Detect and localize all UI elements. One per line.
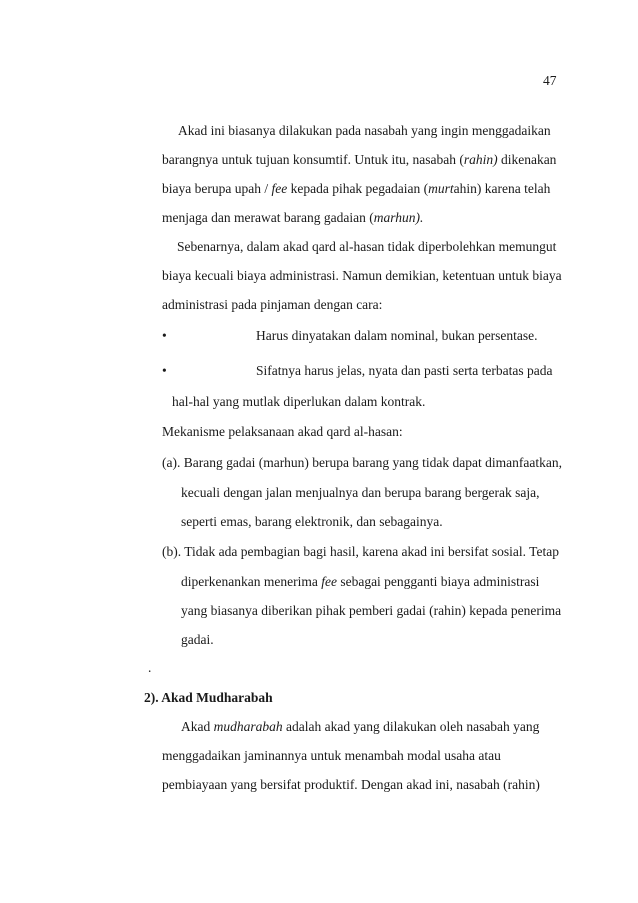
item-b-line4: gadai. [181, 632, 214, 647]
bullet-continuation: hal-hal yang mutlak diperlukan dalam kontrak. [172, 394, 426, 409]
para3-line3: pembiayaan yang bersifat produktif. Dengan akad ini, nasabah (rahin) [162, 777, 540, 792]
para1-line2-text-b: dikenakan [497, 152, 557, 167]
item-a-line2: kecuali dengan jalan menjualnya dan berupa barang bergerak saja, [181, 485, 540, 500]
para1-line2-text-a: barangnya untuk tujuan konsumtif. Untuk itu, nasabah ( [162, 152, 464, 167]
para3-line1-mudharabah: mudharabah [213, 719, 283, 734]
para1-line3-text-b: kepada pihak pegadaian ( [287, 181, 429, 196]
para1-line4-marhun: marhun). [373, 210, 424, 225]
para2-line1: Sebenarnya, dalam akad qard al-hasan tidak diperbolehkan memungut [177, 239, 557, 254]
para3-line1-text-b: adalah akad yang dilakukan oleh nasabah yang [282, 719, 540, 734]
para1-line4-text-a: menjaga dan merawat barang gadaian ( [162, 210, 374, 225]
item-b-line2-text-b: sebagai pengganti biaya administrasi [336, 574, 540, 589]
para1-line4 [162, 210, 423, 226]
para1-line3-text-c: ahin) karena telah [453, 181, 551, 196]
para1-line3-text-a: biaya berupa upah / [162, 181, 272, 196]
bullet-2-text: Sifatnya harus jelas, nyata dan pasti serta terbatas pada [256, 363, 553, 378]
bullet-1-symbol: • [162, 328, 167, 343]
item-b-line3: yang biasanya diberikan pihak pemberi gadai (rahin) kepada penerima [181, 603, 562, 618]
para1-line2-rahin: rahin) [463, 152, 498, 167]
bullet-1-text: Harus dinyatakan dalam nominal, bukan persentase. [256, 328, 538, 343]
para1-line3 [162, 181, 550, 197]
page-number: 47 [543, 73, 557, 88]
para1-line3-murt: murt [428, 181, 454, 196]
para3-line1-text-a: Akad [181, 719, 214, 734]
para2-line2: biaya kecuali biaya administrasi. Namun demikian, ketentuan untuk biaya [162, 268, 562, 283]
bullet-2-symbol: • [162, 363, 167, 378]
item-b-line2-fee: fee [321, 574, 337, 589]
para2-line3: administrasi pada pinjaman dengan cara: [162, 297, 383, 312]
item-b-line1: (b). Tidak ada pembagian bagi hasil, karena akad ini bersifat sosial. Tetap [162, 544, 559, 559]
para1-line1: Akad ini biasanya dilakukan pada nasabah yang ingin menggadaikan [178, 123, 551, 138]
item-a-line3: seperti emas, barang elektronik, dan sebagainya. [181, 514, 443, 529]
section-heading: 2). Akad Mudharabah [144, 690, 273, 705]
para1-line3-fee: fee [271, 181, 288, 196]
item-b-line2-text-a: diperkenankan menerima [181, 574, 322, 589]
item-a-line1: (a). Barang gadai (marhun) berupa barang yang tidak dapat dimanfaatkan, [162, 455, 562, 470]
para1-line2 [162, 152, 556, 168]
para3-line1 [181, 719, 539, 735]
para3-line2: menggadaikan jaminannya untuk menambah modal usaha atau [162, 748, 501, 763]
mechanism-heading: Mekanisme pelaksanaan akad qard al-hasan: [162, 424, 403, 439]
item-b-line2 [181, 574, 539, 590]
stray-dot: . [148, 660, 152, 675]
